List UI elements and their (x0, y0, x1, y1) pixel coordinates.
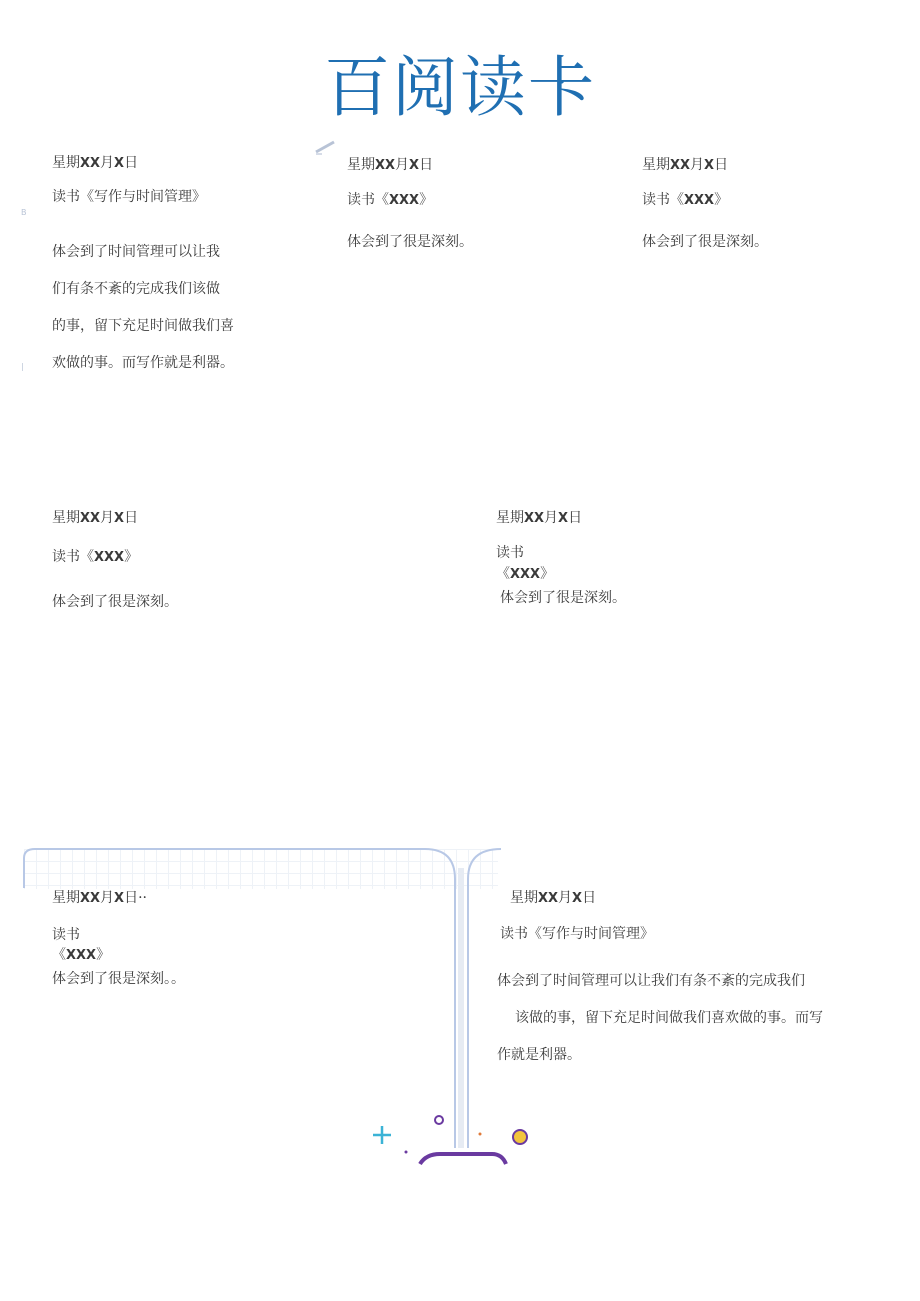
body-line: 作就是利器。 (497, 1047, 581, 1063)
card-body: 体会到了很是深刻。 (347, 234, 473, 250)
body-line: 体会到了时间管理可以让我 (52, 244, 220, 260)
card-body: 体会到了很是深刻。 (642, 234, 768, 250)
card-book-title: 读书《XXX》 (347, 192, 434, 208)
card-book-title: 读书《XXX》 (52, 549, 139, 565)
pencil-icon (314, 138, 338, 156)
card-book-title: 读书《写作与时间管理》 (52, 189, 206, 205)
reading-card-4 (52, 511, 352, 611)
card-body: 体会到了很是深刻。 (500, 590, 626, 606)
card-book-title: 《XXX》 (52, 947, 111, 963)
card-date: 星期XX月X日 (52, 155, 139, 171)
card-book-title: 读书《XXX》 (642, 192, 729, 208)
card-book-title: 读书《写作与时间管理》 (500, 926, 654, 942)
card-body: 体会到了很是深刻。 (52, 594, 178, 610)
card-book-label: 读书 (52, 927, 80, 943)
card-date: 星期XX月X日 (347, 157, 434, 173)
reading-card-1 (52, 156, 312, 376)
card-body (497, 963, 823, 1074)
margin-mark: B (21, 208, 27, 217)
card-date: 星期XX月X日 (642, 157, 729, 173)
reading-card-7 (497, 891, 877, 1071)
reading-card-2 (347, 158, 607, 258)
card-date: 星期XX月X日 (510, 890, 597, 906)
body-line: 体会到了时间管理可以让我们有条不紊的完成我们 (497, 973, 805, 989)
sparkle-decoration (366, 1108, 536, 1168)
reading-card-5 (496, 511, 796, 611)
body-line: 们有条不紊的完成我们该做 (52, 281, 220, 297)
reading-card-3 (642, 158, 902, 258)
body-line: 欢做的事。而写作就是利器。 (52, 355, 234, 371)
card-body (52, 234, 234, 382)
body-line: 该做的事，留下充足时间做我们喜欢做的事。而写 (515, 1010, 823, 1026)
body-line: 的事，留下充足时间做我们喜 (52, 318, 234, 334)
card-date: 星期XX月X日 (52, 510, 139, 526)
margin-mark: | (21, 362, 24, 371)
page-title: 百阅读卡 (324, 49, 596, 126)
card-date: 星期XX月X日 (496, 510, 583, 526)
card-book-title: 《XXX》 (496, 566, 555, 582)
reading-card-6 (52, 891, 352, 991)
card-book-label: 读书 (496, 545, 524, 561)
card-date: 星期XX月X日·· (52, 890, 147, 906)
card-body: 体会到了很是深刻。。 (52, 971, 185, 987)
